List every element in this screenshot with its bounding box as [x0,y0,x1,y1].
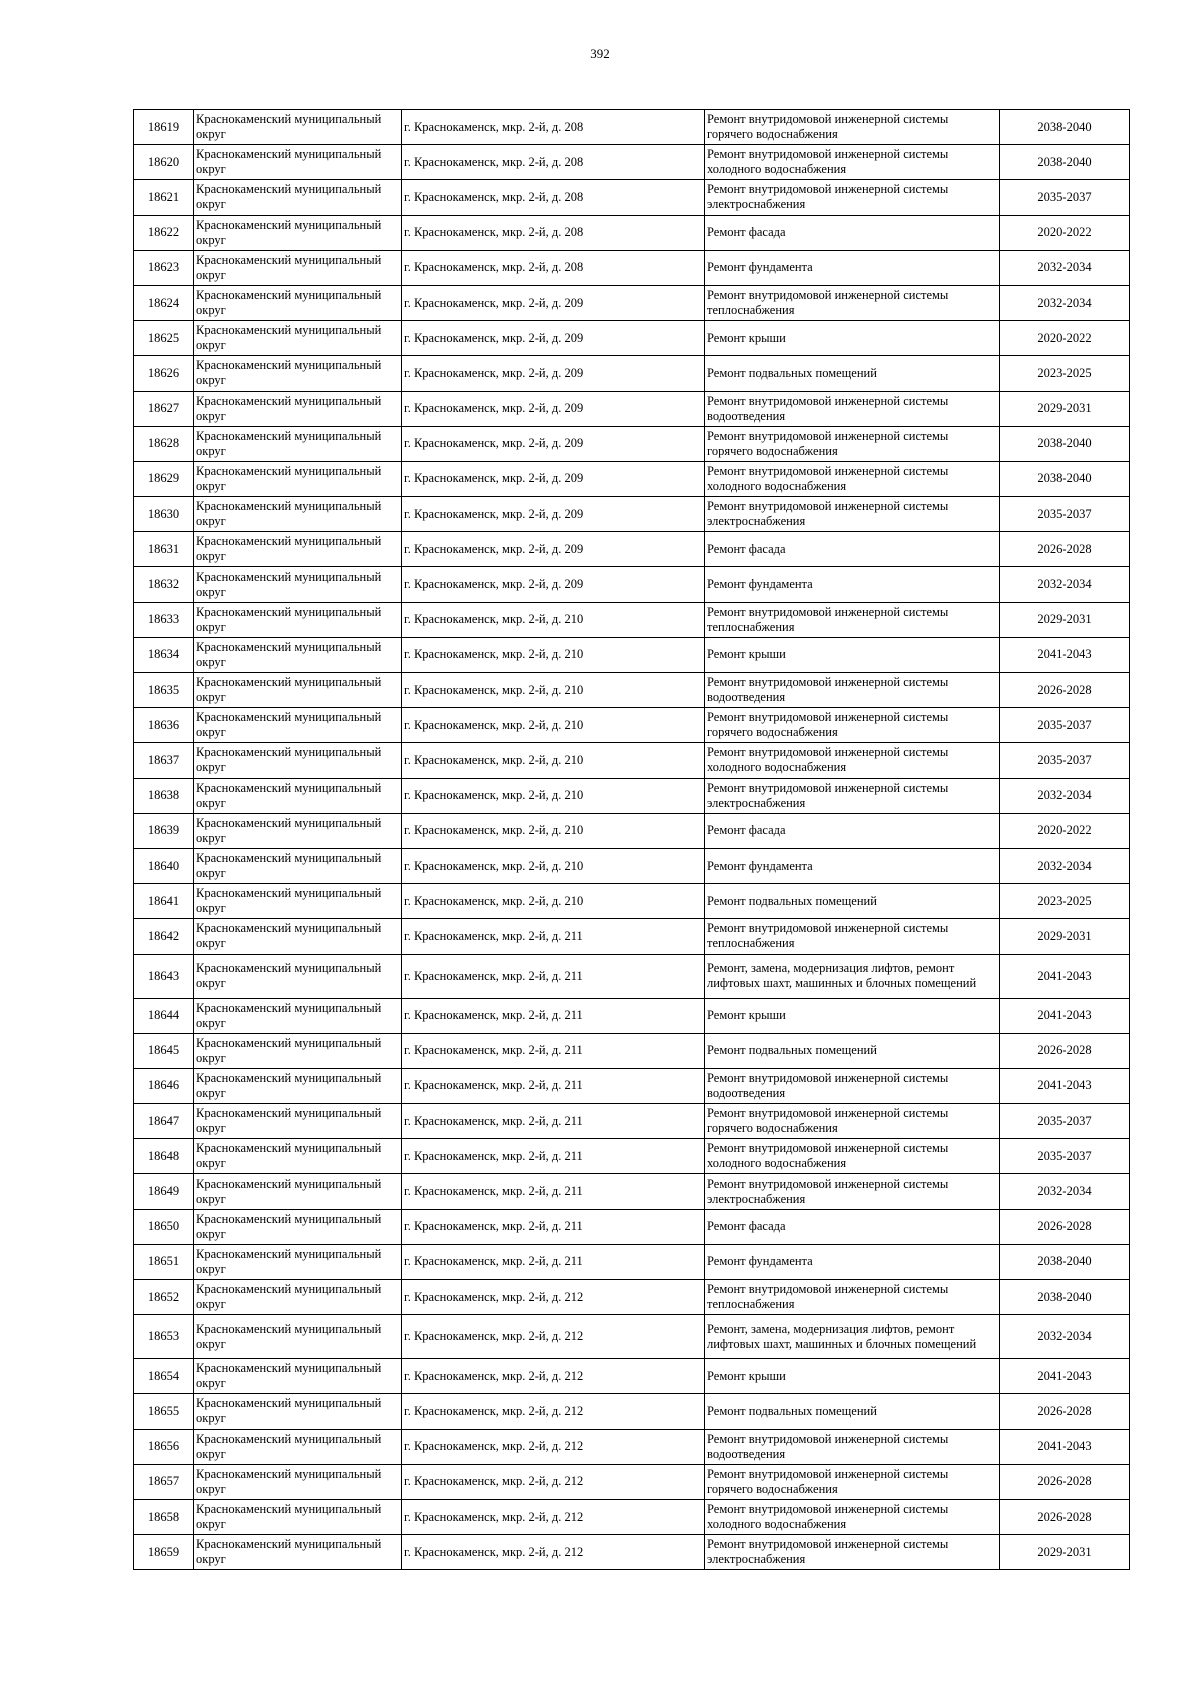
municipality-cell: Краснокаменский муниципальный округ [194,215,402,250]
municipality-cell: Краснокаменский муниципальный округ [194,919,402,954]
work-type-cell: Ремонт внутридомовой инженерной системы теплоснабжения [705,602,1000,637]
municipality-cell: Краснокаменский муниципальный округ [194,673,402,708]
municipality-cell: Краснокаменский муниципальный округ [194,813,402,848]
work-type-cell: Ремонт внутридомовой инженерной системы холодного водоснабжения [705,145,1000,180]
row-number-cell: 18642 [134,919,194,954]
period-cell: 2026-2028 [1000,1033,1130,1068]
address-cell: г. Краснокаменск, мкр. 2-й, д. 209 [402,532,705,567]
municipality-cell: Краснокаменский муниципальный округ [194,1394,402,1429]
capital-repair-table [133,109,1130,1570]
address-cell: г. Краснокаменск, мкр. 2-й, д. 211 [402,1244,705,1279]
municipality-cell: Краснокаменский муниципальный округ [194,285,402,320]
table-row [134,1464,1130,1499]
period-cell: 2038-2040 [1000,110,1130,145]
work-type-cell: Ремонт внутридомовой инженерной системы водоотведения [705,391,1000,426]
address-cell: г. Краснокаменск, мкр. 2-й, д. 211 [402,1104,705,1139]
work-type-cell: Ремонт крыши [705,998,1000,1033]
table-row [134,1535,1130,1570]
municipality-cell: Краснокаменский муниципальный округ [194,497,402,532]
work-type-cell: Ремонт фасада [705,1209,1000,1244]
period-cell: 2041-2043 [1000,1068,1130,1103]
row-number-cell: 18632 [134,567,194,602]
work-type-cell: Ремонт внутридомовой инженерной системы водоотведения [705,1429,1000,1464]
row-number-cell: 18622 [134,215,194,250]
table-row [134,848,1130,883]
period-cell: 2032-2034 [1000,1174,1130,1209]
work-type-cell: Ремонт внутридомовой инженерной системы электроснабжения [705,180,1000,215]
address-cell: г. Краснокаменск, мкр. 2-й, д. 211 [402,1209,705,1244]
period-cell: 2035-2037 [1000,708,1130,743]
address-cell: г. Краснокаменск, мкр. 2-й, д. 209 [402,426,705,461]
period-cell: 2026-2028 [1000,532,1130,567]
table-row [134,1139,1130,1174]
work-type-cell: Ремонт крыши [705,321,1000,356]
table-row [134,1033,1130,1068]
work-type-cell: Ремонт фундамента [705,250,1000,285]
row-number-cell: 18650 [134,1209,194,1244]
address-cell: г. Краснокаменск, мкр. 2-й, д. 210 [402,673,705,708]
table-row [134,1068,1130,1103]
municipality-cell: Краснокаменский муниципальный округ [194,1280,402,1315]
period-cell: 2035-2037 [1000,743,1130,778]
period-cell: 2020-2022 [1000,321,1130,356]
work-type-cell: Ремонт подвальных помещений [705,1394,1000,1429]
period-cell: 2032-2034 [1000,567,1130,602]
work-type-cell: Ремонт, замена, модернизация лифтов, ремонт лифтовых шахт, машинных и блочных помещений [705,1315,1000,1359]
address-cell: г. Краснокаменск, мкр. 2-й, д. 208 [402,180,705,215]
municipality-cell: Краснокаменский муниципальный округ [194,637,402,672]
row-number-cell: 18623 [134,250,194,285]
work-type-cell: Ремонт внутридомовой инженерной системы холодного водоснабжения [705,743,1000,778]
row-number-cell: 18639 [134,813,194,848]
municipality-cell: Краснокаменский муниципальный округ [194,998,402,1033]
period-cell: 2035-2037 [1000,180,1130,215]
row-number-cell: 18651 [134,1244,194,1279]
row-number-cell: 18629 [134,461,194,496]
address-cell: г. Краснокаменск, мкр. 2-й, д. 210 [402,637,705,672]
municipality-cell: Краснокаменский муниципальный округ [194,602,402,637]
work-type-cell: Ремонт внутридомовой инженерной системы горячего водоснабжения [705,1104,1000,1139]
table-row [134,813,1130,848]
period-cell: 2032-2034 [1000,778,1130,813]
table-row [134,356,1130,391]
period-cell: 2038-2040 [1000,461,1130,496]
address-cell: г. Краснокаменск, мкр. 2-й, д. 210 [402,778,705,813]
row-number-cell: 18625 [134,321,194,356]
municipality-cell: Краснокаменский муниципальный округ [194,426,402,461]
period-cell: 2029-2031 [1000,1535,1130,1570]
municipality-cell: Краснокаменский муниципальный округ [194,145,402,180]
municipality-cell: Краснокаменский муниципальный округ [194,743,402,778]
work-type-cell: Ремонт внутридомовой инженерной системы холодного водоснабжения [705,1499,1000,1534]
municipality-cell: Краснокаменский муниципальный округ [194,110,402,145]
work-type-cell: Ремонт внутридомовой инженерной системы горячего водоснабжения [705,426,1000,461]
work-type-cell: Ремонт, замена, модернизация лифтов, ремонт лифтовых шахт, машинных и блочных помещений [705,954,1000,998]
address-cell: г. Краснокаменск, мкр. 2-й, д. 211 [402,1033,705,1068]
address-cell: г. Краснокаменск, мкр. 2-й, д. 208 [402,145,705,180]
table-row [134,919,1130,954]
row-number-cell: 18654 [134,1359,194,1394]
row-number-cell: 18647 [134,1104,194,1139]
work-type-cell: Ремонт подвальных помещений [705,1033,1000,1068]
row-number-cell: 18636 [134,708,194,743]
table-row [134,1429,1130,1464]
address-cell: г. Краснокаменск, мкр. 2-й, д. 212 [402,1315,705,1359]
period-cell: 2038-2040 [1000,145,1130,180]
row-number-cell: 18657 [134,1464,194,1499]
row-number-cell: 18645 [134,1033,194,1068]
municipality-cell: Краснокаменский муниципальный округ [194,321,402,356]
period-cell: 2038-2040 [1000,426,1130,461]
row-number-cell: 18644 [134,998,194,1033]
work-type-cell: Ремонт внутридомовой инженерной системы электроснабжения [705,1174,1000,1209]
municipality-cell: Краснокаменский муниципальный округ [194,884,402,919]
period-cell: 2023-2025 [1000,356,1130,391]
row-number-cell: 18630 [134,497,194,532]
table-row [134,673,1130,708]
period-cell: 2041-2043 [1000,954,1130,998]
work-type-cell: Ремонт внутридомовой инженерной системы водоотведения [705,1068,1000,1103]
municipality-cell: Краснокаменский муниципальный округ [194,1209,402,1244]
municipality-cell: Краснокаменский муниципальный округ [194,954,402,998]
row-number-cell: 18637 [134,743,194,778]
table-row [134,1315,1130,1359]
period-cell: 2026-2028 [1000,1499,1130,1534]
table-row [134,602,1130,637]
address-cell: г. Краснокаменск, мкр. 2-й, д. 211 [402,919,705,954]
table-row [134,532,1130,567]
municipality-cell: Краснокаменский муниципальный округ [194,567,402,602]
period-cell: 2029-2031 [1000,602,1130,637]
work-type-cell: Ремонт внутридомовой инженерной системы водоотведения [705,673,1000,708]
address-cell: г. Краснокаменск, мкр. 2-й, д. 210 [402,602,705,637]
work-type-cell: Ремонт внутридомовой инженерной системы горячего водоснабжения [705,708,1000,743]
period-cell: 2041-2043 [1000,1429,1130,1464]
work-type-cell: Ремонт крыши [705,1359,1000,1394]
municipality-cell: Краснокаменский муниципальный округ [194,532,402,567]
page-number: 392 [590,46,610,61]
period-cell: 2032-2034 [1000,250,1130,285]
table-row [134,391,1130,426]
table-row [134,884,1130,919]
period-cell: 2041-2043 [1000,998,1130,1033]
address-cell: г. Краснокаменск, мкр. 2-й, д. 212 [402,1535,705,1570]
work-type-cell: Ремонт внутридомовой инженерной системы горячего водоснабжения [705,110,1000,145]
table-row [134,1394,1130,1429]
row-number-cell: 18646 [134,1068,194,1103]
address-cell: г. Краснокаменск, мкр. 2-й, д. 211 [402,1068,705,1103]
municipality-cell: Краснокаменский муниципальный округ [194,1359,402,1394]
period-cell: 2032-2034 [1000,1315,1130,1359]
work-type-cell: Ремонт внутридомовой инженерной системы теплоснабжения [705,1280,1000,1315]
period-cell: 2029-2031 [1000,391,1130,426]
row-number-cell: 18640 [134,848,194,883]
address-cell: г. Краснокаменск, мкр. 2-й, д. 212 [402,1359,705,1394]
address-cell: г. Краснокаменск, мкр. 2-й, д. 211 [402,1174,705,1209]
row-number-cell: 18649 [134,1174,194,1209]
row-number-cell: 18620 [134,145,194,180]
period-cell: 2026-2028 [1000,1209,1130,1244]
address-cell: г. Краснокаменск, мкр. 2-й, д. 212 [402,1280,705,1315]
table-row [134,321,1130,356]
address-cell: г. Краснокаменск, мкр. 2-й, д. 209 [402,461,705,496]
period-cell: 2032-2034 [1000,285,1130,320]
work-type-cell: Ремонт фундамента [705,1244,1000,1279]
work-type-cell: Ремонт крыши [705,637,1000,672]
municipality-cell: Краснокаменский муниципальный округ [194,778,402,813]
municipality-cell: Краснокаменский муниципальный округ [194,461,402,496]
work-type-cell: Ремонт внутридомовой инженерной системы электроснабжения [705,497,1000,532]
municipality-cell: Краснокаменский муниципальный округ [194,1033,402,1068]
period-cell: 2026-2028 [1000,1464,1130,1499]
row-number-cell: 18659 [134,1535,194,1570]
period-cell: 2020-2022 [1000,215,1130,250]
work-type-cell: Ремонт внутридомовой инженерной системы электроснабжения [705,1535,1000,1570]
work-type-cell: Ремонт внутридомовой инженерной системы теплоснабжения [705,919,1000,954]
table-row [134,778,1130,813]
row-number-cell: 18653 [134,1315,194,1359]
municipality-cell: Краснокаменский муниципальный округ [194,1104,402,1139]
work-type-cell: Ремонт внутридомовой инженерной системы теплоснабжения [705,285,1000,320]
row-number-cell: 18626 [134,356,194,391]
table-row [134,285,1130,320]
address-cell: г. Краснокаменск, мкр. 2-й, д. 211 [402,998,705,1033]
address-cell: г. Краснокаменск, мкр. 2-й, д. 208 [402,110,705,145]
period-cell: 2038-2040 [1000,1244,1130,1279]
municipality-cell: Краснокаменский муниципальный округ [194,848,402,883]
table-body [134,110,1130,1570]
row-number-cell: 18619 [134,110,194,145]
row-number-cell: 18641 [134,884,194,919]
row-number-cell: 18621 [134,180,194,215]
address-cell: г. Краснокаменск, мкр. 2-й, д. 210 [402,708,705,743]
municipality-cell: Краснокаменский муниципальный округ [194,1244,402,1279]
row-number-cell: 18652 [134,1280,194,1315]
table-row [134,1280,1130,1315]
table-row [134,1174,1130,1209]
row-number-cell: 18638 [134,778,194,813]
work-type-cell: Ремонт фундамента [705,848,1000,883]
municipality-cell: Краснокаменский муниципальный округ [194,1139,402,1174]
address-cell: г. Краснокаменск, мкр. 2-й, д. 212 [402,1429,705,1464]
row-number-cell: 18628 [134,426,194,461]
table-row [134,1244,1130,1279]
table-row [134,1104,1130,1139]
row-number-cell: 18643 [134,954,194,998]
work-type-cell: Ремонт внутридомовой инженерной системы горячего водоснабжения [705,1464,1000,1499]
work-type-cell: Ремонт подвальных помещений [705,356,1000,391]
table-row [134,497,1130,532]
address-cell: г. Краснокаменск, мкр. 2-й, д. 208 [402,250,705,285]
address-cell: г. Краснокаменск, мкр. 2-й, д. 212 [402,1394,705,1429]
row-number-cell: 18633 [134,602,194,637]
address-cell: г. Краснокаменск, мкр. 2-й, д. 209 [402,321,705,356]
table-row [134,567,1130,602]
address-cell: г. Краснокаменск, мкр. 2-й, д. 208 [402,215,705,250]
period-cell: 2026-2028 [1000,673,1130,708]
row-number-cell: 18624 [134,285,194,320]
table-row [134,637,1130,672]
period-cell: 2035-2037 [1000,497,1130,532]
address-cell: г. Краснокаменск, мкр. 2-й, д. 211 [402,1139,705,1174]
municipality-cell: Краснокаменский муниципальный округ [194,1068,402,1103]
table-row [134,145,1130,180]
work-type-cell: Ремонт фундамента [705,567,1000,602]
address-cell: г. Краснокаменск, мкр. 2-й, д. 212 [402,1499,705,1534]
municipality-cell: Краснокаменский муниципальный округ [194,356,402,391]
address-cell: г. Краснокаменск, мкр. 2-й, д. 211 [402,954,705,998]
work-type-cell: Ремонт фасада [705,532,1000,567]
period-cell: 2032-2034 [1000,848,1130,883]
address-cell: г. Краснокаменск, мкр. 2-й, д. 210 [402,813,705,848]
municipality-cell: Краснокаменский муниципальный округ [194,708,402,743]
table-row [134,250,1130,285]
municipality-cell: Краснокаменский муниципальный округ [194,1315,402,1359]
row-number-cell: 18631 [134,532,194,567]
municipality-cell: Краснокаменский муниципальный округ [194,1429,402,1464]
address-cell: г. Краснокаменск, мкр. 2-й, д. 209 [402,391,705,426]
table-row [134,110,1130,145]
row-number-cell: 18635 [134,673,194,708]
work-type-cell: Ремонт фасада [705,813,1000,848]
municipality-cell: Краснокаменский муниципальный округ [194,1464,402,1499]
row-number-cell: 18658 [134,1499,194,1534]
municipality-cell: Краснокаменский муниципальный округ [194,1499,402,1534]
table-row [134,461,1130,496]
period-cell: 2038-2040 [1000,1280,1130,1315]
period-cell: 2041-2043 [1000,1359,1130,1394]
municipality-cell: Краснокаменский муниципальный округ [194,180,402,215]
work-type-cell: Ремонт фасада [705,215,1000,250]
table-row [134,215,1130,250]
address-cell: г. Краснокаменск, мкр. 2-й, д. 209 [402,356,705,391]
period-cell: 2029-2031 [1000,919,1130,954]
address-cell: г. Краснокаменск, мкр. 2-й, д. 212 [402,1464,705,1499]
municipality-cell: Краснокаменский муниципальный округ [194,250,402,285]
table-row [134,954,1130,998]
address-cell: г. Краснокаменск, мкр. 2-й, д. 210 [402,884,705,919]
row-number-cell: 18655 [134,1394,194,1429]
period-cell: 2041-2043 [1000,637,1130,672]
table-row [134,180,1130,215]
row-number-cell: 18634 [134,637,194,672]
municipality-cell: Краснокаменский муниципальный округ [194,1174,402,1209]
work-type-cell: Ремонт внутридомовой инженерной системы холодного водоснабжения [705,1139,1000,1174]
period-cell: 2035-2037 [1000,1139,1130,1174]
table-row [134,1499,1130,1534]
period-cell: 2023-2025 [1000,884,1130,919]
row-number-cell: 18627 [134,391,194,426]
address-cell: г. Краснокаменск, мкр. 2-й, д. 209 [402,285,705,320]
address-cell: г. Краснокаменск, мкр. 2-й, д. 210 [402,743,705,778]
table-row [134,1209,1130,1244]
work-type-cell: Ремонт внутридомовой инженерной системы холодного водоснабжения [705,461,1000,496]
table-row [134,426,1130,461]
municipality-cell: Краснокаменский муниципальный округ [194,1535,402,1570]
address-cell: г. Краснокаменск, мкр. 2-й, д. 209 [402,567,705,602]
municipality-cell: Краснокаменский муниципальный округ [194,391,402,426]
address-cell: г. Краснокаменск, мкр. 2-й, д. 209 [402,497,705,532]
row-number-cell: 18656 [134,1429,194,1464]
work-type-cell: Ремонт подвальных помещений [705,884,1000,919]
table-row [134,708,1130,743]
period-cell: 2035-2037 [1000,1104,1130,1139]
table-row [134,743,1130,778]
period-cell: 2026-2028 [1000,1394,1130,1429]
row-number-cell: 18648 [134,1139,194,1174]
work-type-cell: Ремонт внутридомовой инженерной системы электроснабжения [705,778,1000,813]
address-cell: г. Краснокаменск, мкр. 2-й, д. 210 [402,848,705,883]
table-row [134,998,1130,1033]
table-row [134,1359,1130,1394]
period-cell: 2020-2022 [1000,813,1130,848]
